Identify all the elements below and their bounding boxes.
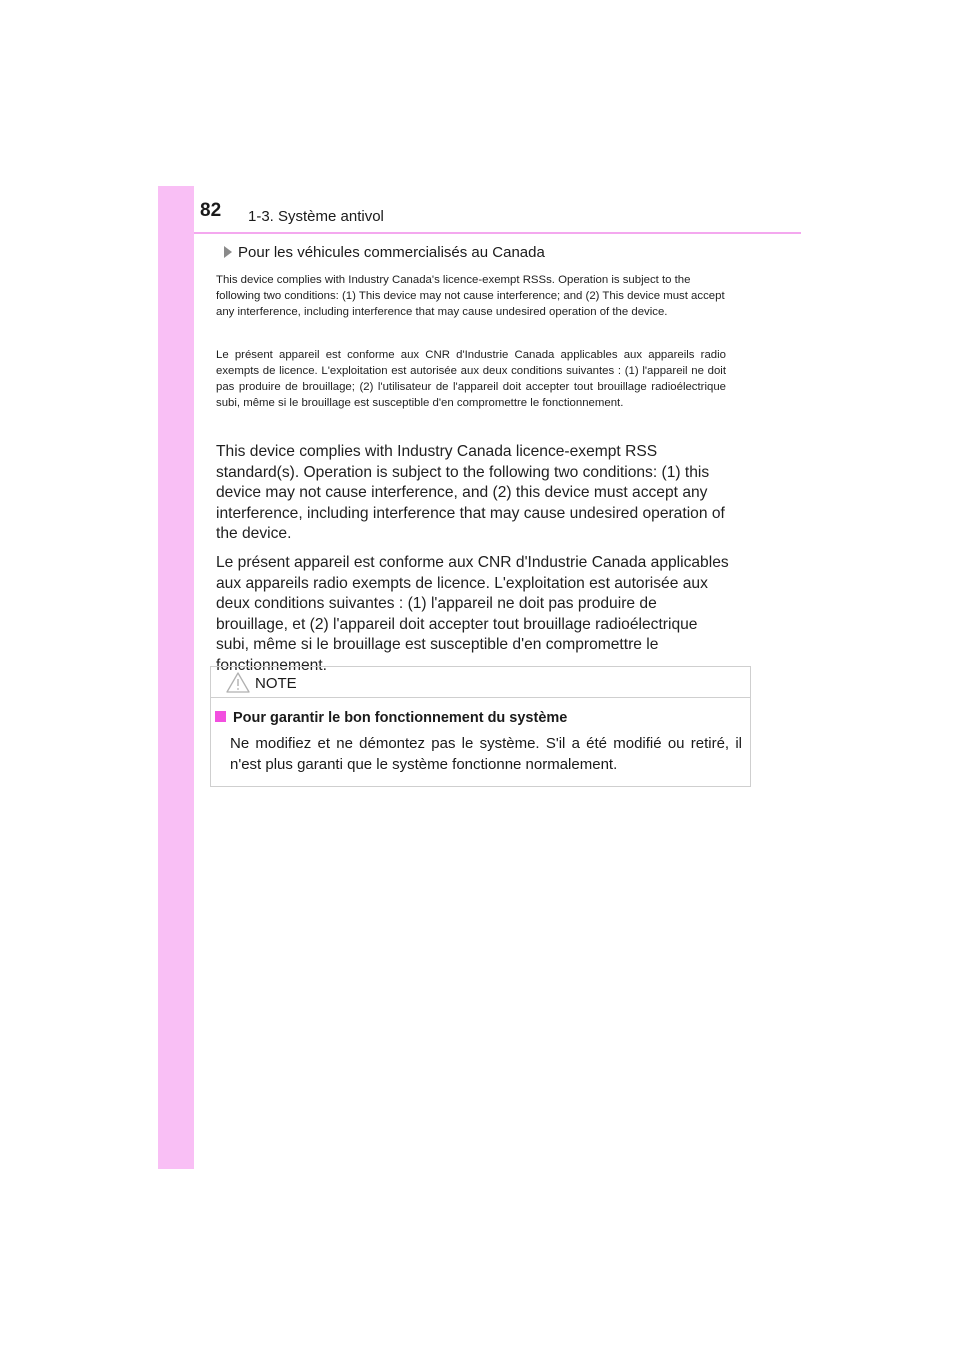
bullet-heading-text: Pour les véhicules commercialisés au Canada [238, 244, 545, 261]
warning-triangle-icon [225, 671, 251, 699]
note-label: NOTE [255, 675, 297, 692]
arrow-right-icon [224, 246, 232, 258]
header-rule [194, 232, 801, 234]
note-body: Ne modifiez et ne démontez pas le système. S'il a été modifié ou retiré, il n'est plus garanti que le système fonctionne normalement. [230, 735, 742, 773]
note-header [211, 667, 750, 698]
square-bullet-icon [215, 711, 226, 722]
compliance-notice-large-fr: Le présent appareil est conforme aux CNR d'Industrie Canada applicables aux appareils radio exempts de licence. L'exploitation est autorisée aux deux conditions suivantes : (1) l'appareil ne doit pas produire de brouillage, et (2) l'appareil doit accepter tout brouillage radioélectrique subi, même si le brouillage est susceptible d'en compromettre le fonctionnement. [216, 554, 729, 674]
note-box [210, 666, 751, 787]
compliance-notice-small-en: This device complies with Industry Canada's licence-exempt RSSs. Operation is subject to the following two conditions: (1) This device may not cause interference; and (2) This device must accept any interference, including interference that may cause undesired operation of the device. [216, 274, 725, 318]
side-color-band [158, 186, 194, 1169]
compliance-notice-large-en: This device complies with Industry Canada licence-exempt RSS standard(s). Operation is subject to the following two conditions: (1) this device may not cause interference, and (2) this device must accept any interference, including interference that may cause undesired operation of the device. [216, 443, 725, 542]
note-heading-text: Pour garantir le bon fonctionnement du système [233, 710, 568, 726]
page-number: 82 [200, 200, 222, 221]
note-heading [215, 710, 567, 726]
compliance-notice-small-fr: Le présent appareil est conforme aux CNR d'Industrie Canada applicables aux appareils radio exempts de licence. L'exploitation est autorisée aux deux conditions suivantes : (1) l'appareil ne doit pas produire de brouillage; (2) l'utilisateur de l'appareil doit accepter tout brouillage radioélectrique subi, même si le brouillage est susceptible d'en compromettre le fonctionnement. [216, 349, 726, 409]
bullet-heading [224, 244, 545, 261]
section-title: 1-3. Système antivol [248, 208, 384, 225]
